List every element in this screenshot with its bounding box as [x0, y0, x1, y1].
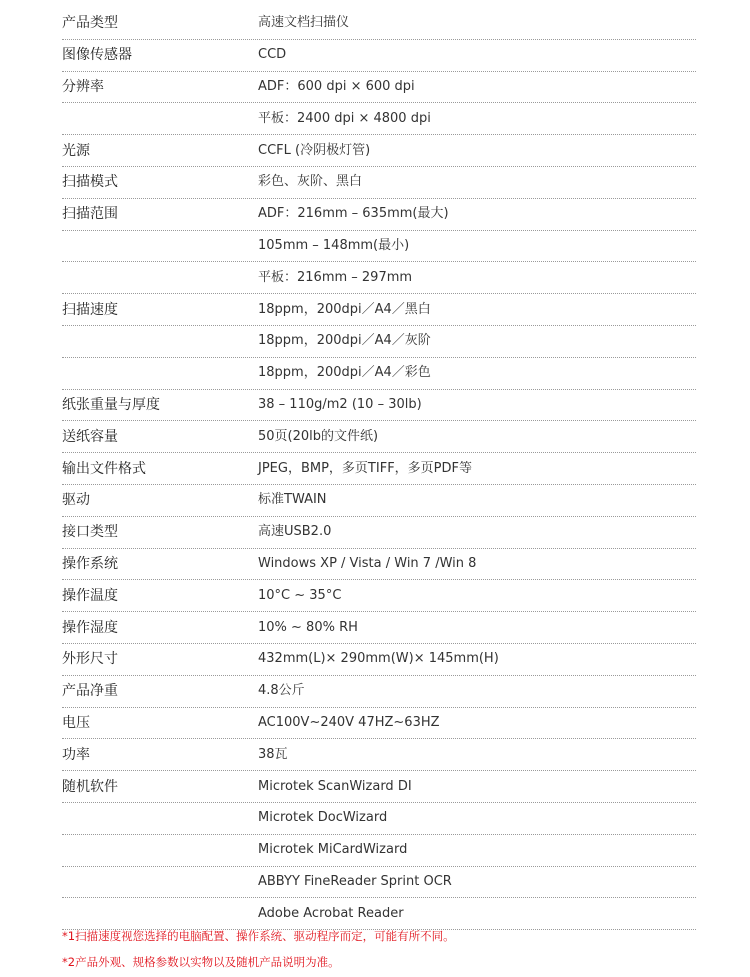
- spec-value: Adobe Acrobat Reader: [258, 905, 404, 921]
- spec-label: 操作温度: [62, 587, 118, 604]
- spec-row: [62, 803, 696, 835]
- spec-row: [62, 390, 696, 422]
- spec-row: [62, 199, 696, 231]
- footnote-2: *2产品外观、规格参数以实物以及随机产品说明为准。: [62, 955, 340, 969]
- spec-value: ADF：216mm – 635mm(最大): [258, 206, 449, 222]
- spec-label: 分辨率: [62, 78, 104, 95]
- spec-value: 高速USB2.0: [258, 524, 332, 540]
- spec-row: [62, 8, 696, 40]
- spec-label: 扫描范围: [62, 206, 118, 223]
- spec-value: 平板：216mm – 297mm: [258, 269, 413, 285]
- spec-value: ABBYY FineReader Sprint OCR: [258, 873, 452, 889]
- spec-label: 接口类型: [62, 524, 118, 541]
- spec-row: [62, 485, 696, 517]
- spec-row: [62, 326, 696, 358]
- spec-row: [62, 103, 696, 135]
- spec-value: 4.8公斤: [258, 683, 305, 699]
- spec-label: 操作湿度: [62, 619, 118, 636]
- spec-label: 功率: [62, 746, 90, 763]
- spec-row: [62, 644, 696, 676]
- spec-row: [62, 167, 696, 199]
- spec-label: 光源: [62, 142, 90, 159]
- spec-row: [62, 135, 696, 167]
- spec-row: [62, 708, 696, 740]
- spec-value: CCFL (冷阴极灯管): [258, 142, 371, 158]
- spec-value: Microtek MiCardWizard: [258, 842, 408, 858]
- spec-row: [62, 262, 696, 294]
- spec-row: [62, 517, 696, 549]
- spec-row: [62, 294, 696, 326]
- spec-label: 产品净重: [62, 683, 118, 700]
- spec-value: 18ppm，200dpi／A4／彩色: [258, 365, 431, 381]
- spec-value: Microtek DocWizard: [258, 810, 388, 826]
- spec-label: 送纸容量: [62, 428, 118, 445]
- spec-value: Microtek ScanWizard DI: [258, 778, 412, 794]
- spec-value: 彩色、灰阶、黑白: [258, 174, 363, 190]
- spec-value: 10% ~ 80% RH: [258, 619, 358, 635]
- spec-label: 扫描速度: [62, 301, 118, 318]
- spec-row: [62, 453, 696, 485]
- spec-row: [62, 580, 696, 612]
- spec-value: JPEG，BMP，多页TIFF，多页PDF等: [258, 460, 472, 476]
- spec-row: [62, 421, 696, 453]
- spec-label: 输出文件格式: [62, 460, 146, 477]
- footnote-1: *1扫描速度视您选择的电脑配置、操作系统、驱动程序而定，可能有所不同。: [62, 929, 455, 943]
- spec-value: ADF：600 dpi × 600 dpi: [258, 78, 415, 94]
- spec-row: [62, 549, 696, 581]
- spec-value: 50页(20lb的文件纸): [258, 428, 379, 444]
- spec-label: 外形尺寸: [62, 651, 118, 668]
- spec-row: [62, 835, 696, 867]
- spec-value: 高速文档扫描仪: [258, 15, 350, 31]
- spec-value: 18ppm，200dpi／A4／黑白: [258, 301, 431, 317]
- spec-row: [62, 231, 696, 263]
- spec-value: 18ppm，200dpi／A4／灰阶: [258, 333, 431, 349]
- spec-label: 图像传感器: [62, 47, 132, 64]
- spec-label: 电压: [62, 714, 90, 731]
- spec-value: 432mm(L)× 290mm(W)× 145mm(H): [258, 651, 499, 667]
- spec-row: [62, 739, 696, 771]
- spec-value: 38 – 110g/m2 (10 – 30lb): [258, 396, 422, 412]
- spec-value: 38瓦: [258, 746, 288, 762]
- spec-value: 平板：2400 dpi × 4800 dpi: [258, 110, 431, 126]
- footnotes: [62, 923, 702, 975]
- spec-row: [62, 72, 696, 104]
- spec-row: [62, 867, 696, 899]
- spec-value: 105mm – 148mm(最小): [258, 237, 410, 253]
- spec-row: [62, 40, 696, 72]
- spec-value: AC100V~240V 47HZ~63HZ: [258, 714, 440, 730]
- spec-row: [62, 358, 696, 390]
- spec-value: CCD: [258, 47, 287, 63]
- spec-value: 10°C ~ 35°C: [258, 587, 342, 603]
- spec-row: [62, 771, 696, 803]
- spec-table: [62, 8, 696, 930]
- spec-value: Windows XP / Vista / Win 7 /Win 8: [258, 555, 477, 571]
- spec-label: 产品类型: [62, 15, 118, 32]
- spec-row: [62, 612, 696, 644]
- spec-label: 驱动: [62, 492, 90, 509]
- spec-label: 扫描模式: [62, 174, 118, 191]
- spec-value: 标准TWAIN: [258, 492, 327, 508]
- spec-row: [62, 676, 696, 708]
- spec-label: 操作系统: [62, 555, 118, 572]
- spec-label: 随机软件: [62, 778, 118, 795]
- spec-label: 纸张重量与厚度: [62, 396, 160, 413]
